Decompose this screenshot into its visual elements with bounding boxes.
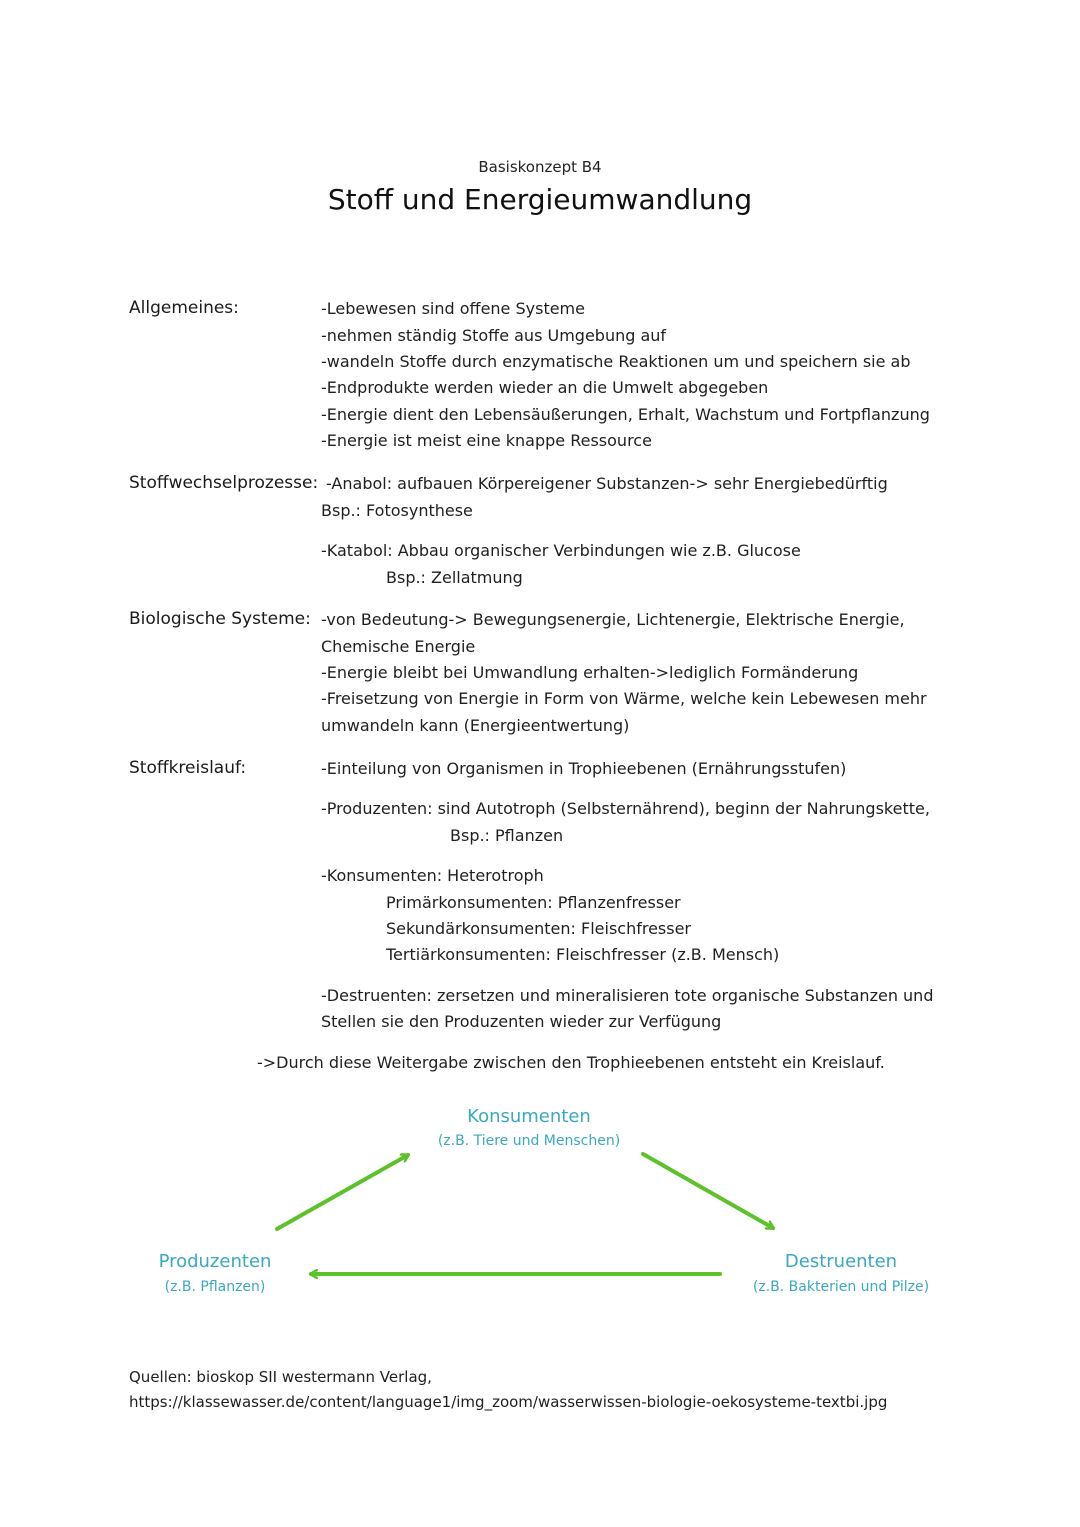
section-label-biologisch: Biologische Systeme: [129,609,311,629]
konsumenten-title: Konsumenten [467,1106,591,1127]
destruenten-subtitle: (z.B. Bakterien und Pilze) [752,1279,930,1295]
kreislauf-line: -Produzenten: sind Autotroph (Selbsternährend), beginn der Nahrungskette, [321,799,930,818]
allgemeines-line: -Lebewesen sind offene Systeme [321,299,585,318]
produzenten-title: Produzenten [158,1251,272,1272]
section-label-allgemeines: Allgemeines: [129,298,239,318]
stoffwechsel-line: Bsp.: Fotosynthese [321,501,473,520]
kreislauf-conclusion: ->Durch diese Weitergabe zwischen den Trophieebenen entsteht ein Kreislauf. [257,1053,885,1072]
arrow-konsumenten-to-destruenten [643,1154,773,1228]
allgemeines-line: -Endprodukte werden wieder an die Umwelt abgegeben [321,378,769,397]
kreislauf-line: Bsp.: Pflanzen [450,826,564,845]
stoffwechsel-line: Bsp.: Zellatmung [386,568,523,587]
section-label-kreislauf: Stoffkreislauf: [129,758,247,778]
sources-line: Quellen: bioskop SII westermann Verlag, [129,1368,432,1386]
arrow-produzenten-to-konsumenten [277,1155,408,1229]
kreislauf-line: -Einteilung von Organismen in Trophieebenen (Ernährungsstufen) [321,759,847,778]
stoffwechsel-line: -Anabol: aufbauen Körpereigener Substanzen-> sehr Energiebedürftig [326,474,888,493]
section-label-stoffwechsel: Stoffwechselprozesse: [129,473,319,493]
allgemeines-line: -nehmen ständig Stoffe aus Umgebung auf [321,326,667,345]
allgemeines-line: -Energie ist meist eine knappe Ressource [321,431,652,450]
kreislauf-line: Sekundärkonsumenten: Fleischfresser [386,919,692,938]
biologisch-line: Chemische Energie [321,637,476,656]
biologisch-line: umwandeln kann (Energieentwertung) [321,716,630,735]
biologisch-line: -Freisetzung von Energie in Form von Wärme, welche kein Lebewesen mehr [321,689,927,708]
biologisch-line: -von Bedeutung-> Bewegungsenergie, Lichtenergie, Elektrische Energie, [321,610,905,629]
page-subtitle: Basiskonzept B4 [478,158,602,176]
kreislauf-line: -Konsumenten: Heterotroph [321,866,544,885]
allgemeines-line: -Energie dient den Lebensäußerungen, Erhalt, Wachstum und Fortpflanzung [321,405,930,424]
kreislauf-line: Primärkonsumenten: Pflanzenfresser [386,893,681,912]
destruenten-title: Destruenten [784,1251,898,1272]
produzenten-subtitle: (z.B. Pflanzen) [164,1279,266,1295]
biologisch-line: -Energie bleibt bei Umwandlung erhalten->lediglich Formänderung [321,663,859,682]
konsumenten-subtitle: (z.B. Tiere und Menschen) [437,1133,621,1149]
allgemeines-line: -wandeln Stoffe durch enzymatische Reaktionen um und speichern sie ab [321,352,911,371]
kreislauf-line: Tertiärkonsumenten: Fleischfresser (z.B. Mensch) [386,945,780,964]
sources-link[interactable]: https://klassewasser.de/content/language1/img_zoom/wasserwissen-biologie-oekosysteme-textbi.jpg [129,1393,888,1411]
page-title: Stoff und Energieumwandlung [327,183,753,216]
kreislauf-line: Stellen sie den Produzenten wieder zur Verfügung [321,1012,722,1031]
stoffwechsel-line: -Katabol: Abbau organischer Verbindungen wie z.B. Glucose [321,541,801,560]
kreislauf-line: -Destruenten: zersetzen und mineralisieren tote organische Substanzen und [321,986,934,1005]
